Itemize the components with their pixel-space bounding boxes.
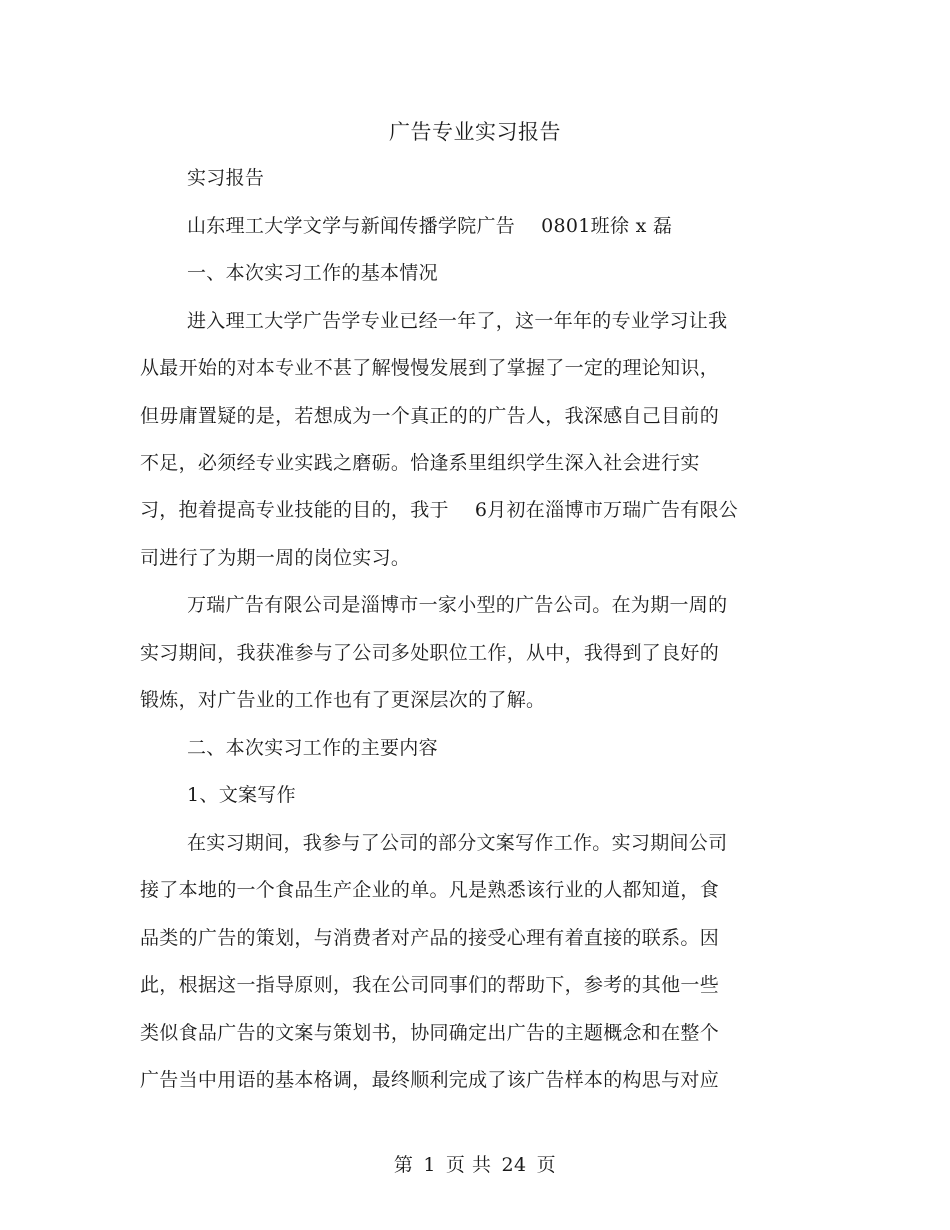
report-subtitle: 实习报告 bbox=[187, 167, 265, 189]
author-line bbox=[187, 214, 827, 238]
section-heading-2: 二、本次实习工作的主要内容 bbox=[187, 737, 438, 759]
paragraph-fragment: 6月初在淄博市万瑞广告有限公 bbox=[474, 499, 739, 521]
paragraph-line: 进入理工大学广告学专业已经一年了，这一年年的专业学习让我 bbox=[187, 310, 728, 332]
paragraph-line: 广告当中用语的基本格调，最终顺利完成了该广告样本的构思与对应 bbox=[140, 1069, 720, 1091]
paragraph-line: 接了本地的一个食品生产企业的单。凡是熟悉该行业的人都知道，食 bbox=[140, 879, 720, 901]
paragraph-line: 实习期间，我获准参与了公司多处职位工作，从中，我得到了良好的 bbox=[140, 642, 720, 664]
document-title: 广告专业实习报告 bbox=[389, 120, 561, 144]
author-school: 山东理工大学文学与新闻传播学院广告 bbox=[187, 215, 516, 237]
paragraph-line: 但毋庸置疑的是，若想成为一个真正的的广告人，我深感自己目前的 bbox=[140, 405, 720, 427]
section-heading-1: 一、本次实习工作的基本情况 bbox=[187, 262, 438, 284]
page-number: 1 bbox=[423, 1154, 436, 1176]
page-prefix: 第 bbox=[393, 1154, 414, 1176]
paragraph-line: 万瑞广告有限公司是淄博市一家小型的广告公司。在为期一周的 bbox=[187, 594, 728, 616]
paragraph-line: 从最开始的对本专业不甚了解慢慢发展到了掌握了一定的理论知识， bbox=[140, 357, 720, 379]
paragraph-fragment: 习，抱着提高专业技能的目的，我于 bbox=[140, 499, 449, 521]
page-mid: 页 共 bbox=[445, 1154, 492, 1176]
paragraph-line bbox=[140, 498, 780, 522]
paragraph-line: 不足，必须经专业实践之磨砺。恰逢系里组织学生深入社会进行实 bbox=[140, 452, 700, 474]
page-total: 24 bbox=[501, 1154, 527, 1176]
subsection-heading-1: 1、文案写作 bbox=[187, 784, 296, 806]
paragraph-line: 类似食品广告的文案与策划书，协同确定出广告的主题概念和在整个 bbox=[140, 1022, 720, 1044]
page-suffix: 页 bbox=[536, 1154, 557, 1176]
paragraph-line: 品类的广告的策划，与消费者对产品的接受心理有着直接的联系。因 bbox=[140, 927, 720, 949]
author-class-name: 0801班徐 x 磊 bbox=[541, 215, 673, 237]
paragraph-line: 司进行了为期一周的岗位实习。 bbox=[140, 547, 411, 569]
paragraph-line: 此，根据这一指导原则，我在公司同事们的帮助下，参考的其他一些 bbox=[140, 974, 720, 996]
page-footer bbox=[0, 1150, 950, 1177]
paragraph-line: 在实习期间，我参与了公司的部分文案写作工作。实习期间公司 bbox=[187, 832, 728, 854]
paragraph-line: 锻炼，对广告业的工作也有了更深层次的了解。 bbox=[140, 689, 546, 711]
